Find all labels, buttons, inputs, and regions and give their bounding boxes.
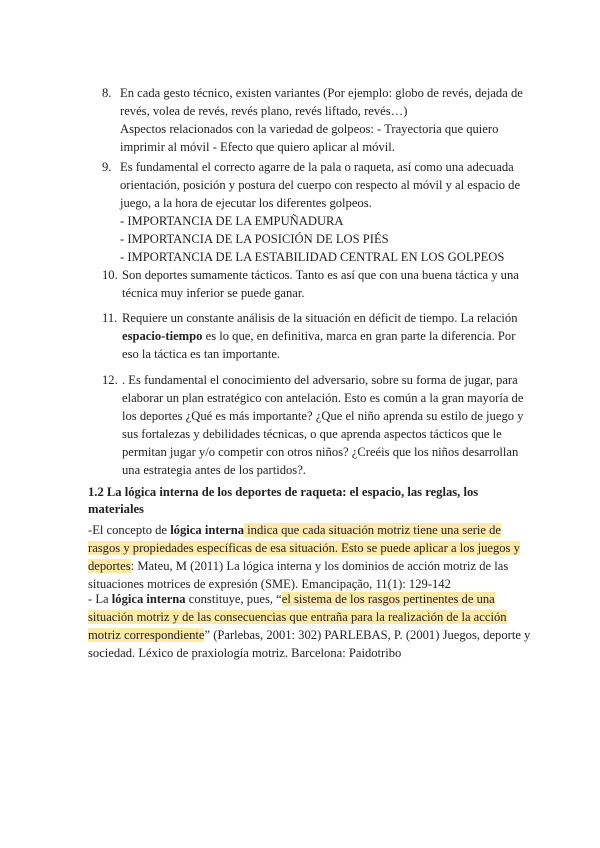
text-run: : Mateu, M (2011) La lógica interna y los dominios de acción motriz de las bbox=[130, 559, 509, 573]
highlighted-text: indica que cada situación motriz tiene una serie de bbox=[244, 523, 502, 537]
text-line: Requiere un constante análisis de la situación en déficit de tiempo. La relación bbox=[122, 311, 518, 325]
list-item-text bbox=[122, 266, 519, 302]
list-item-text bbox=[122, 371, 524, 479]
list-item-text bbox=[120, 158, 521, 266]
text-run: es lo que, en definitiva, marca en gran parte la diferencia. Por bbox=[202, 329, 516, 343]
highlighted-text: el sistema de los rasgos pertinentes de una bbox=[281, 592, 495, 606]
highlighted-text: situación motriz y de las consecuencias que entraña para la realización de la acción bbox=[88, 610, 507, 624]
text-line: Es fundamental el correcto agarre de la pala o raqueta, así como una adecuada bbox=[120, 160, 514, 174]
text-line: elaborar un plan estratégico con antelación. Esto es común a la gran mayoría de bbox=[122, 391, 524, 405]
list-number: 12. bbox=[102, 373, 118, 387]
text-line: . Es fundamental el conocimiento del adversario, sobre su forma de jugar, para bbox=[122, 373, 518, 387]
text-line: sociedad. Léxico de praxiología motriz. Barcelona: Paidotribo bbox=[88, 646, 402, 660]
text-line bbox=[88, 557, 518, 575]
text-line bbox=[88, 608, 518, 626]
list-item-text bbox=[122, 309, 518, 363]
text-line bbox=[88, 626, 531, 644]
list-item-11 bbox=[102, 309, 518, 363]
text-line: Aspectos relacionados con la variedad de golpeos: - Trayectoria que quiero bbox=[120, 122, 499, 136]
text-line: - IMPORTANCIA DE LA POSICIÓN DE LOS PIÉS bbox=[120, 232, 389, 246]
heading-line: 1.2 La lógica interna de los deportes de raqueta: el espacio, las reglas, los bbox=[88, 485, 479, 499]
text-run: constituye, pues, “ bbox=[185, 592, 282, 606]
text-line: permitan jugar y/o competir con otros niños? ¿Creéis que los niños desarrollan bbox=[122, 445, 519, 459]
text-line: revés, volea de revés, revés plano, revés liftado, revés…) bbox=[120, 104, 408, 118]
text-run: - La bbox=[88, 592, 112, 606]
bold-term: espacio-tiempo bbox=[122, 329, 203, 343]
text-line: Son deportes sumamente tácticos. Tanto es así que con una buena táctica y una bbox=[122, 268, 519, 282]
list-item-10 bbox=[102, 266, 519, 302]
text-line: eso la táctica es tan importante. bbox=[122, 347, 281, 361]
highlighted-text: motriz correspondiente bbox=[88, 628, 205, 642]
text-line bbox=[122, 327, 516, 345]
highlighted-text: deportes bbox=[88, 559, 131, 573]
list-item-12 bbox=[102, 371, 524, 479]
text-line: juego, a la hora de ejecutar los diferentes golpeos. bbox=[120, 196, 372, 210]
text-line bbox=[88, 521, 518, 539]
heading-line: materiales bbox=[88, 502, 144, 516]
list-number: 8. bbox=[102, 86, 112, 100]
text-line: sus fortalezas y debilidades técnicas, o que aprenda aspectos tácticos que le bbox=[122, 427, 502, 441]
text-line bbox=[88, 590, 518, 608]
text-line: - IMPORTANCIA DE LA EMPUÑADURA bbox=[120, 214, 344, 228]
text-line: los deportes ¿Qué es más importante? ¿Que el niño aprenda su estilo de juego y bbox=[122, 409, 524, 423]
paragraph-logica-interna-concept bbox=[88, 521, 518, 593]
section-heading bbox=[88, 484, 508, 518]
text-line: situaciones motrices de expresión (SME). Emancipação, 11(1): 129-142 bbox=[88, 577, 451, 591]
text-line: una estrategia antes de los partidos?. bbox=[122, 463, 306, 477]
list-number: 9. bbox=[102, 160, 112, 174]
list-number: 11. bbox=[102, 311, 118, 325]
text-line: técnica muy inferior se puede ganar. bbox=[122, 286, 305, 300]
list-item-8 bbox=[102, 84, 523, 156]
text-line: orientación, posición y postura del cuerpo con respecto al móvil y al espacio de bbox=[120, 178, 521, 192]
list-item-text bbox=[120, 84, 523, 156]
text-line: - IMPORTANCIA DE LA ESTABILIDAD CENTRAL EN LOS GOLPEOS bbox=[120, 250, 505, 264]
text-run: -El concepto de bbox=[88, 523, 171, 537]
list-item-9 bbox=[102, 158, 521, 266]
text-line: imprimir al móvil - Efecto que quiero aplicar al móvil. bbox=[120, 140, 395, 154]
text-run: ” (Parlebas, 2001: 302) PARLEBAS, P. (2001) Juegos, deporte y bbox=[204, 628, 531, 642]
text-line: En cada gesto técnico, existen variantes (Por ejemplo: globo de revés, dejada de bbox=[120, 86, 523, 100]
text-line bbox=[88, 539, 518, 557]
highlighted-text: rasgos y propiedades específicas de esa situación. Esto se puede aplicar a los juegos y bbox=[88, 541, 520, 555]
bold-term: lógica interna bbox=[111, 592, 186, 606]
paragraph-logica-interna-definition bbox=[88, 590, 531, 662]
list-number: 10. bbox=[102, 268, 118, 282]
bold-term: lógica interna bbox=[170, 523, 244, 537]
